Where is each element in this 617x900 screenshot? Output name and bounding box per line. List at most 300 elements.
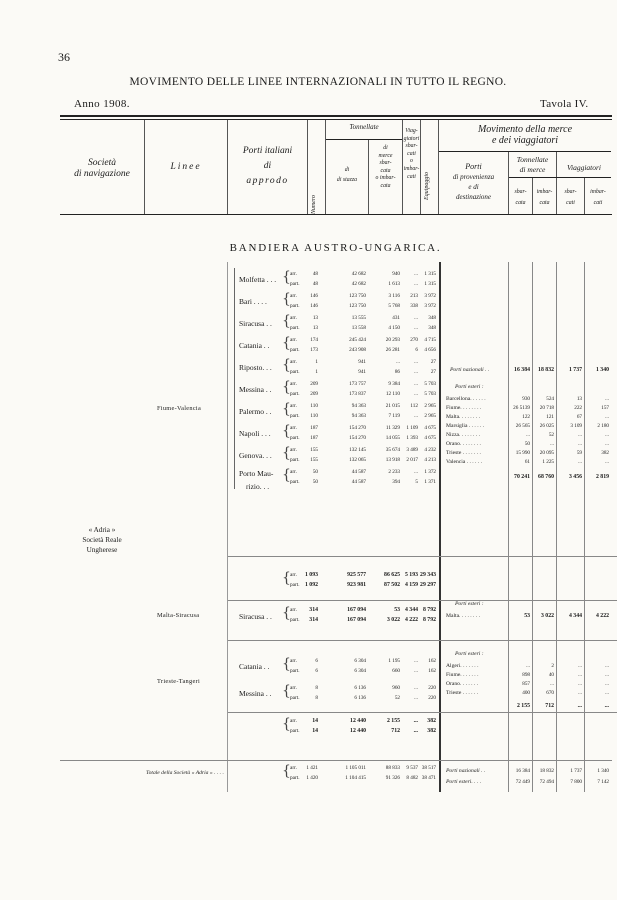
cell-value: 173 xyxy=(310,347,318,353)
right-value: ... xyxy=(550,441,554,447)
cell-value: 1 393 xyxy=(406,435,418,441)
cell-value: 87 502 xyxy=(384,582,400,588)
cell-value: 220 xyxy=(428,685,436,691)
cell-value: 94 363 xyxy=(351,403,366,409)
cell-value: 174 xyxy=(310,337,318,343)
port-name: Palermo . . xyxy=(239,407,272,416)
cell-value: 162 xyxy=(428,668,436,674)
cell-value: 27 xyxy=(430,369,436,375)
cell-value: 1 093 xyxy=(304,572,318,578)
arr-label: arr. xyxy=(290,765,297,771)
cell-value: 50 xyxy=(312,469,318,475)
cell-value: 38 517 xyxy=(421,765,436,771)
cell-value: 2 965 xyxy=(424,403,436,409)
right-value: ... xyxy=(578,459,582,465)
brace: { xyxy=(282,763,291,779)
line-trieste-tangeri: Trieste-Tangeri xyxy=(157,678,200,685)
cell-value: 220 xyxy=(428,695,436,701)
right-value: 70 241 xyxy=(514,474,530,480)
cell-value: 173 837 xyxy=(349,391,366,397)
port-name: Siracusa . . xyxy=(239,319,272,328)
cell-value: 3 972 xyxy=(424,303,436,309)
cell-value: 167 094 xyxy=(347,617,366,623)
header-equipaggio: Equipaggio xyxy=(424,172,430,200)
cell-value: ... xyxy=(414,325,418,331)
cell-value: 660 xyxy=(392,668,400,674)
cell-value: 4 222 xyxy=(404,617,418,623)
part-label: part. xyxy=(290,347,300,353)
arr-label: arr. xyxy=(290,271,297,277)
cell-value: 154 270 xyxy=(349,425,366,431)
cell-value: 3 972 xyxy=(424,293,436,299)
cell-value: 4 715 xyxy=(424,337,436,343)
header-porti-prov: Porti di provenienza e di destinazione xyxy=(452,162,495,201)
brace: { xyxy=(282,357,291,373)
right-value: ... xyxy=(604,703,609,709)
right-value: 1 737 xyxy=(568,367,582,373)
cell-value: 162 xyxy=(428,658,436,664)
foreign-port: Trieste . . . . . . . xyxy=(446,450,481,456)
arr-label: arr. xyxy=(290,425,297,431)
cell-value: 14 055 xyxy=(385,435,400,441)
cell-value: 173 757 xyxy=(349,381,366,387)
cell-value: 14 xyxy=(312,718,318,724)
right-value: ... xyxy=(605,432,609,438)
right-value: 50 xyxy=(524,441,530,447)
part-label: part. xyxy=(290,325,300,331)
header-tonnellate: Tonnellate xyxy=(349,123,379,131)
header-movimento: Movimento della merce e dei viaggiatori xyxy=(477,124,573,146)
brace: { xyxy=(282,423,291,439)
part-label: part. xyxy=(290,435,300,441)
cell-value: 8 792 xyxy=(422,607,436,613)
port-name: Catania . . xyxy=(239,341,270,350)
part-label: part. xyxy=(290,457,300,463)
cell-value: 923 981 xyxy=(347,582,366,588)
right-value: ... xyxy=(578,441,582,447)
cell-value: 132 145 xyxy=(349,447,366,453)
cell-value: ... xyxy=(413,718,418,724)
brace: { xyxy=(282,716,291,732)
cell-value: 394 xyxy=(392,479,400,485)
cell-value: ... xyxy=(413,728,418,734)
right-value: 67 xyxy=(576,414,582,420)
port-name: Porto Mau- xyxy=(239,469,274,478)
brace: { xyxy=(282,570,291,586)
arr-label: arr. xyxy=(290,381,297,387)
cell-value: 5 768 xyxy=(388,303,400,309)
cell-value: 1 109 xyxy=(406,425,418,431)
right-value: ... xyxy=(578,681,582,687)
right-value: 3 022 xyxy=(540,613,554,619)
cell-value: 4 232 xyxy=(424,447,436,453)
cell-value: 243 908 xyxy=(349,347,366,353)
part-label: part. xyxy=(290,281,300,287)
header-imbarcata: imbar- cata xyxy=(536,189,553,206)
arr-label: arr. xyxy=(290,718,297,724)
flag-heading: BANDIERA AUSTRO-UNGARICA. xyxy=(229,242,442,254)
right-value: 61 xyxy=(524,459,530,465)
porti-esteri-label: Porti esteri. . . . xyxy=(446,779,482,785)
cell-value: 1 092 xyxy=(304,582,318,588)
port-name: Siracusa . . xyxy=(239,612,272,621)
header-linee: Linee xyxy=(170,162,202,172)
right-value: 2 155 xyxy=(516,703,530,709)
cell-value: 348 xyxy=(428,315,436,321)
brace: { xyxy=(282,467,291,483)
part-label: part. xyxy=(290,668,300,674)
arr-label: arr. xyxy=(290,607,297,613)
arr-label: arr. xyxy=(290,315,297,321)
right-value: 15 990 xyxy=(515,450,530,456)
arr-label: arr. xyxy=(290,403,297,409)
right-value: 930 xyxy=(522,396,530,402)
cell-value: 1 421 xyxy=(306,765,318,771)
right-value: 400 xyxy=(522,690,530,696)
cell-value: 146 xyxy=(310,293,318,299)
cell-value: 2 017 xyxy=(406,457,418,463)
cell-value: 155 xyxy=(310,457,318,463)
right-value: ... xyxy=(550,681,554,687)
cell-value: 52 xyxy=(394,695,400,701)
cell-value: 13 918 xyxy=(385,457,400,463)
header-bottom-rule xyxy=(60,214,612,215)
cell-value: ... xyxy=(414,413,418,419)
cell-value: ... xyxy=(414,469,418,475)
cell-value: 48 xyxy=(312,271,318,277)
cell-value: 941 xyxy=(358,369,366,375)
porti-nazionali-label: Porti nazionali . . xyxy=(446,768,486,774)
right-value: 18 832 xyxy=(539,768,554,774)
header-tonn-merce: Tonnellate di merce xyxy=(516,155,549,174)
cell-value: 270 xyxy=(410,337,418,343)
line-fiume-valencia: Fiume-Valencia xyxy=(157,405,202,412)
cell-value: 5 xyxy=(415,479,418,485)
header-viaggiatori: Viag- giatori sbar- cati o imbar- cati xyxy=(403,128,420,180)
cell-value: 6 136 xyxy=(354,695,366,701)
cell-value: 38 471 xyxy=(421,775,436,781)
cell-value: 86 625 xyxy=(384,572,400,578)
row-rule xyxy=(228,712,617,713)
foreign-port: Fiume. . . . . . . . xyxy=(446,405,482,411)
cell-value: 42 682 xyxy=(351,271,366,277)
right-value: 68 760 xyxy=(538,474,554,480)
cell-value: 382 xyxy=(427,728,436,734)
right-value: 59 xyxy=(576,450,582,456)
right-value: 4 222 xyxy=(595,613,609,619)
cell-value: 431 xyxy=(392,315,400,321)
cell-value: ... xyxy=(414,695,418,701)
cell-value: 4 150 xyxy=(388,325,400,331)
cell-value: 925 577 xyxy=(347,572,366,578)
right-value: ... xyxy=(578,672,582,678)
cell-value: 29 297 xyxy=(420,582,436,588)
cell-value: 209 xyxy=(310,391,318,397)
right-value: 7 142 xyxy=(597,779,609,785)
brace: { xyxy=(282,656,291,672)
right-value: 157 xyxy=(601,405,609,411)
cell-value: 314 xyxy=(309,617,318,623)
row-rule xyxy=(228,556,617,557)
right-value: ... xyxy=(605,459,609,465)
right-value: 18 832 xyxy=(538,367,554,373)
right-value: 2 xyxy=(551,663,554,669)
foreign-port: Fiume. . . . . . . xyxy=(446,672,479,678)
row-rule xyxy=(228,640,617,641)
cell-value: 712 xyxy=(391,728,400,734)
right-value: 2 180 xyxy=(597,423,609,429)
right-value: 857 xyxy=(522,681,530,687)
cell-value: ... xyxy=(414,658,418,664)
cell-value: 4 344 xyxy=(404,607,418,613)
part-label: part. xyxy=(290,391,300,397)
port-name: Genova. . . xyxy=(239,451,272,460)
cell-value: 5 703 xyxy=(424,381,436,387)
right-value: 53 xyxy=(524,613,530,619)
right-value: ... xyxy=(578,432,582,438)
right-value: 72 449 xyxy=(515,779,530,785)
cell-value: 13 xyxy=(312,315,318,321)
right-value: 1 737 xyxy=(570,768,582,774)
cell-value: ... xyxy=(414,381,418,387)
cell-value: 154 270 xyxy=(349,435,366,441)
cell-value: 2 965 xyxy=(424,413,436,419)
right-value: ... xyxy=(605,663,609,669)
foreign-port: Trieste . . . . . . xyxy=(446,690,479,696)
port-name: Messina . . xyxy=(239,385,272,394)
right-value: ... xyxy=(605,690,609,696)
cell-value: 91 326 xyxy=(385,775,400,781)
arr-label: arr. xyxy=(290,685,297,691)
cell-value: 348 xyxy=(428,325,436,331)
cell-value: 9 384 xyxy=(388,381,400,387)
cell-value: 155 xyxy=(310,447,318,453)
part-label: part. xyxy=(290,413,300,419)
header-sbarcata: sbar- cata xyxy=(514,189,527,206)
right-value: 7 800 xyxy=(570,779,582,785)
brace: { xyxy=(282,379,291,395)
row-rule xyxy=(60,760,612,761)
cell-value: 6 304 xyxy=(354,658,366,664)
cell-value: 1 613 xyxy=(388,281,400,287)
year-label: Anno 1908. xyxy=(74,98,130,110)
brace: { xyxy=(282,313,291,329)
foreign-port: Valencia . . . . . . xyxy=(446,459,483,465)
foreign-port: Algeri. . . . . . . xyxy=(446,663,479,669)
cell-value: 209 xyxy=(310,381,318,387)
porti-esteri-label: Porti esteri : xyxy=(455,601,484,607)
table-number: Tavola IV. xyxy=(540,98,589,110)
cell-value: 110 xyxy=(310,413,318,419)
total-label: Totale della Società « Adria » . . . . xyxy=(146,770,224,776)
right-value: 1 225 xyxy=(542,459,554,465)
foreign-port: Marsiglia . . . . . . xyxy=(446,423,485,429)
header-porti: Porti italiani di approdo xyxy=(242,146,293,186)
right-value: 1 340 xyxy=(595,367,609,373)
cell-value: 21 015 xyxy=(385,403,400,409)
right-value: 222 xyxy=(574,405,582,411)
right-value: 20 718 xyxy=(539,405,554,411)
right-value: 26 5139 xyxy=(513,405,530,411)
cell-value: 1 195 xyxy=(388,658,400,664)
arr-label: arr. xyxy=(290,359,297,365)
cell-value: 5 703 xyxy=(424,391,436,397)
part-label: part. xyxy=(290,369,300,375)
societa-name: « Adria » Società Reale Ungherese xyxy=(82,526,122,554)
right-value: 3 456 xyxy=(568,474,582,480)
cell-value: 44 587 xyxy=(351,469,366,475)
arr-label: arr. xyxy=(290,469,297,475)
cell-value: 20 293 xyxy=(385,337,400,343)
cell-value: 1 315 xyxy=(424,271,436,277)
right-value: 898 xyxy=(522,672,530,678)
cell-value: ... xyxy=(414,668,418,674)
cell-value: 6 xyxy=(315,658,318,664)
arr-label: arr. xyxy=(290,293,297,299)
right-value: 670 xyxy=(546,690,554,696)
cell-value: 4 213 xyxy=(424,457,436,463)
cell-value: 9 537 xyxy=(406,765,418,771)
cell-value: 146 xyxy=(310,303,318,309)
cell-value: 88 833 xyxy=(385,765,400,771)
arr-label: arr. xyxy=(290,572,297,578)
cell-value: 35 674 xyxy=(385,447,400,453)
cell-value: 53 xyxy=(394,607,400,613)
cell-value: 6 xyxy=(315,668,318,674)
right-value: ... xyxy=(578,690,582,696)
porti-esteri-label: Porti esteri : xyxy=(455,384,484,390)
cell-value: 960 xyxy=(392,685,400,691)
right-value: 2 819 xyxy=(595,474,609,480)
cell-value: 86 xyxy=(394,369,400,375)
right-value: 121 xyxy=(546,414,554,420)
cell-value: 6 136 xyxy=(354,685,366,691)
cell-value: 3 489 xyxy=(406,447,418,453)
cell-value: 48 xyxy=(312,281,318,287)
cell-value: 13 xyxy=(312,325,318,331)
cell-value: 13 555 xyxy=(351,315,366,321)
brace: { xyxy=(282,605,291,621)
right-value: 13 xyxy=(576,396,582,402)
header-imbarcati: imbar- cati xyxy=(590,189,606,206)
brace: { xyxy=(282,335,291,351)
right-value: 382 xyxy=(601,450,609,456)
cell-value: 5 193 xyxy=(404,572,418,578)
cell-value: 187 xyxy=(310,435,318,441)
cell-value: 1 315 xyxy=(424,281,436,287)
cell-value: 1 xyxy=(315,369,318,375)
cell-value: 8 792 xyxy=(422,617,436,623)
line-malta-siracusa: Malta-Siracusa xyxy=(157,612,200,619)
cell-value: ... xyxy=(414,271,418,277)
cell-value: 13 558 xyxy=(351,325,366,331)
cell-value: 338 xyxy=(410,303,418,309)
cell-value: 167 094 xyxy=(347,607,366,613)
brace: { xyxy=(282,683,291,699)
cell-value: 1 105 011 xyxy=(345,765,366,771)
top-rule-thin xyxy=(60,119,612,120)
cell-value: 382 xyxy=(427,718,436,724)
right-value: 40 xyxy=(548,672,554,678)
part-label: part. xyxy=(290,479,300,485)
right-value: 524 xyxy=(546,396,554,402)
right-value: ... xyxy=(526,432,530,438)
right-value: ... xyxy=(605,396,609,402)
right-value: 52 xyxy=(548,432,554,438)
cell-value: ... xyxy=(414,359,418,365)
cell-value: 4 675 xyxy=(424,425,436,431)
right-value: ... xyxy=(605,672,609,678)
porti-nazionali-label: Porti nazionali . . xyxy=(450,367,490,373)
header-societa: Società di navigazione xyxy=(74,158,130,179)
cell-value: 8 xyxy=(315,695,318,701)
cell-value: 2 155 xyxy=(386,718,400,724)
cell-value: 6 304 xyxy=(354,668,366,674)
header-merce: di merce sbar- cata o imbar- cata xyxy=(375,145,396,189)
cell-value: 1 xyxy=(315,359,318,365)
foreign-port: Malta. . . . . . . . xyxy=(446,414,481,420)
brace: { xyxy=(282,269,291,285)
cell-value: 29 343 xyxy=(420,572,436,578)
port-name: rizio. . . xyxy=(246,482,270,491)
cell-value: 3 022 xyxy=(386,617,400,623)
cell-value: 3 116 xyxy=(388,293,400,299)
right-value: 16 384 xyxy=(514,367,530,373)
cell-value: 314 xyxy=(309,607,318,613)
cell-value: 44 587 xyxy=(351,479,366,485)
header-stazza: di di stazza xyxy=(336,167,358,183)
right-value: ... xyxy=(526,663,530,669)
part-label: part. xyxy=(290,582,300,588)
foreign-port: Barcellona. . . . . . xyxy=(446,396,486,402)
cell-value: 6 xyxy=(415,347,418,353)
top-rule xyxy=(60,115,612,117)
cell-value: 4 159 xyxy=(404,582,418,588)
arr-label: arr. xyxy=(290,658,297,664)
cell-value: 1 420 xyxy=(306,775,318,781)
cell-value: 14 xyxy=(312,728,318,734)
right-value: 26 025 xyxy=(539,423,554,429)
cell-value: 187 xyxy=(310,425,318,431)
right-value: ... xyxy=(605,681,609,687)
port-name: Messina . . xyxy=(239,689,272,698)
cell-value: 940 xyxy=(392,271,400,277)
brace: { xyxy=(282,291,291,307)
cell-value: 12 440 xyxy=(350,728,366,734)
row-rule xyxy=(228,600,617,601)
group-brace xyxy=(234,268,235,489)
right-value: ... xyxy=(605,441,609,447)
part-label: part. xyxy=(290,728,300,734)
port-name: Molfetta . . . xyxy=(239,275,277,284)
cell-value: 132 065 xyxy=(349,457,366,463)
arr-label: arr. xyxy=(290,447,297,453)
header-viagg: Viaggiatori xyxy=(566,163,602,172)
cell-value: ... xyxy=(396,359,400,365)
foreign-port: Malta. . . . . . . . xyxy=(446,613,481,619)
port-name: Bari . . . . xyxy=(239,297,267,306)
cell-value: 27 xyxy=(430,359,436,365)
part-label: part. xyxy=(290,303,300,309)
brace: { xyxy=(282,445,291,461)
header-numero: Numero xyxy=(311,195,317,215)
part-label: part. xyxy=(290,775,300,781)
cell-value: 4 656 xyxy=(424,347,436,353)
cell-value: 12 110 xyxy=(385,391,400,397)
cell-value: 7 119 xyxy=(388,413,400,419)
cell-value: ... xyxy=(414,369,418,375)
cell-value: 123 750 xyxy=(349,303,366,309)
